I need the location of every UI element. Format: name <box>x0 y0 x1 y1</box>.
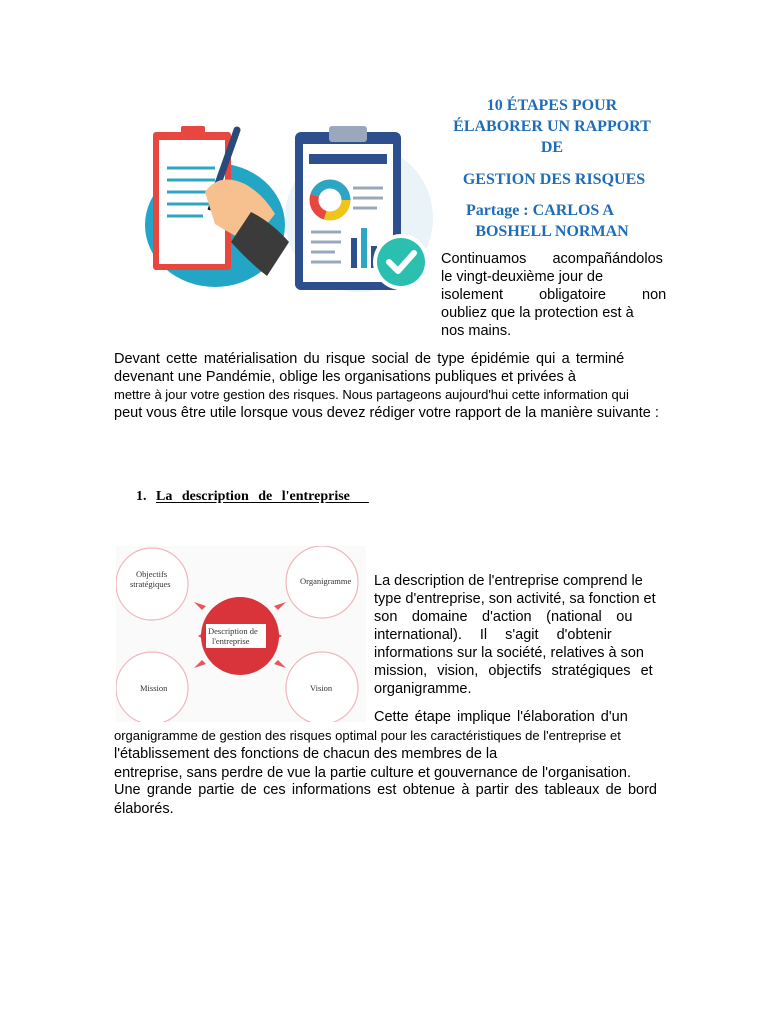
center-label-1: Description de <box>208 626 258 636</box>
section1-dashboard-paragraph: Une grande partie de ces informations est obtenue à partir des tableaux de bord élaborés. <box>114 782 657 817</box>
share-line-1: Partage : CARLOS A <box>466 202 614 219</box>
mission-label: Mission <box>140 683 168 693</box>
section-number: 1. <box>136 489 147 504</box>
intro-line: le vingt-deuxième jour de <box>441 269 604 285</box>
share-line-2: BOSHELL NORMAN <box>475 223 629 240</box>
description-line: organigramme. <box>374 681 472 697</box>
description-line: mission, vision, objectifs stratégiques et <box>374 663 653 679</box>
description-line: son domaine d'action (national ou <box>374 609 633 625</box>
intro-line: oubliez que la protection est à <box>441 305 634 321</box>
intro-line: Continuamos acompañándolos <box>441 251 663 267</box>
description-line: international). Il s'agit d'obtenir <box>374 627 612 643</box>
paragraph-line: Devant cette matérialisation du risque social de type épidémie qui a terminé <box>114 351 625 367</box>
title-line-1: 10 ÉTAPES POUR <box>486 97 618 114</box>
center-label-2: l'entreprise <box>212 636 250 646</box>
title-line-2: ÉLABORER UN RAPPORT <box>453 118 651 135</box>
description-line: informations sur la société, relatives à son <box>374 645 644 661</box>
intro-line: isolement obligatoire non <box>441 287 667 303</box>
intro-line: nos mains. <box>441 323 512 339</box>
section-title: La description de l'entreprise <box>156 489 350 504</box>
description-line: La description de l'entreprise comprend le <box>374 573 643 589</box>
company-description-diagram <box>116 546 366 722</box>
organigram-label: Organigramme <box>300 576 352 586</box>
paragraph-line: entreprise, sans perdre de vue la partie culture et gouvernance de l'organisation. <box>114 765 632 781</box>
vision-label: Vision <box>310 683 333 693</box>
paragraph-line: organigramme de gestion des risques optimal pour les caractéristiques de l'entreprise et <box>114 728 621 743</box>
objectives-label-2: stratégiques <box>130 579 171 589</box>
paragraph-line: peut vous être utile lorsque vous devez rédiger votre rapport de la manière suivante : <box>114 405 659 421</box>
paragraph-line: l'établissement des fonctions de chacun des membres de la <box>114 746 498 762</box>
paragraph-line: Cette étape implique l'élaboration d'un <box>374 709 628 725</box>
title-line-4: GESTION DES RISQUES <box>462 171 646 188</box>
paragraph-line: mettre à jour votre gestion des risques. Nous partageons aujourd'hui cette information qui <box>114 387 629 402</box>
title-line-3: DE <box>540 139 564 156</box>
section-heading <box>136 489 369 505</box>
objectives-label-1: Objectifs <box>136 569 168 579</box>
description-line: type d'entreprise, son activité, sa fonction et <box>374 591 656 607</box>
paragraph-line: devenant une Pandémie, oblige les organisations publiques et privées à <box>114 369 576 385</box>
risk-report-illustration <box>145 120 435 300</box>
